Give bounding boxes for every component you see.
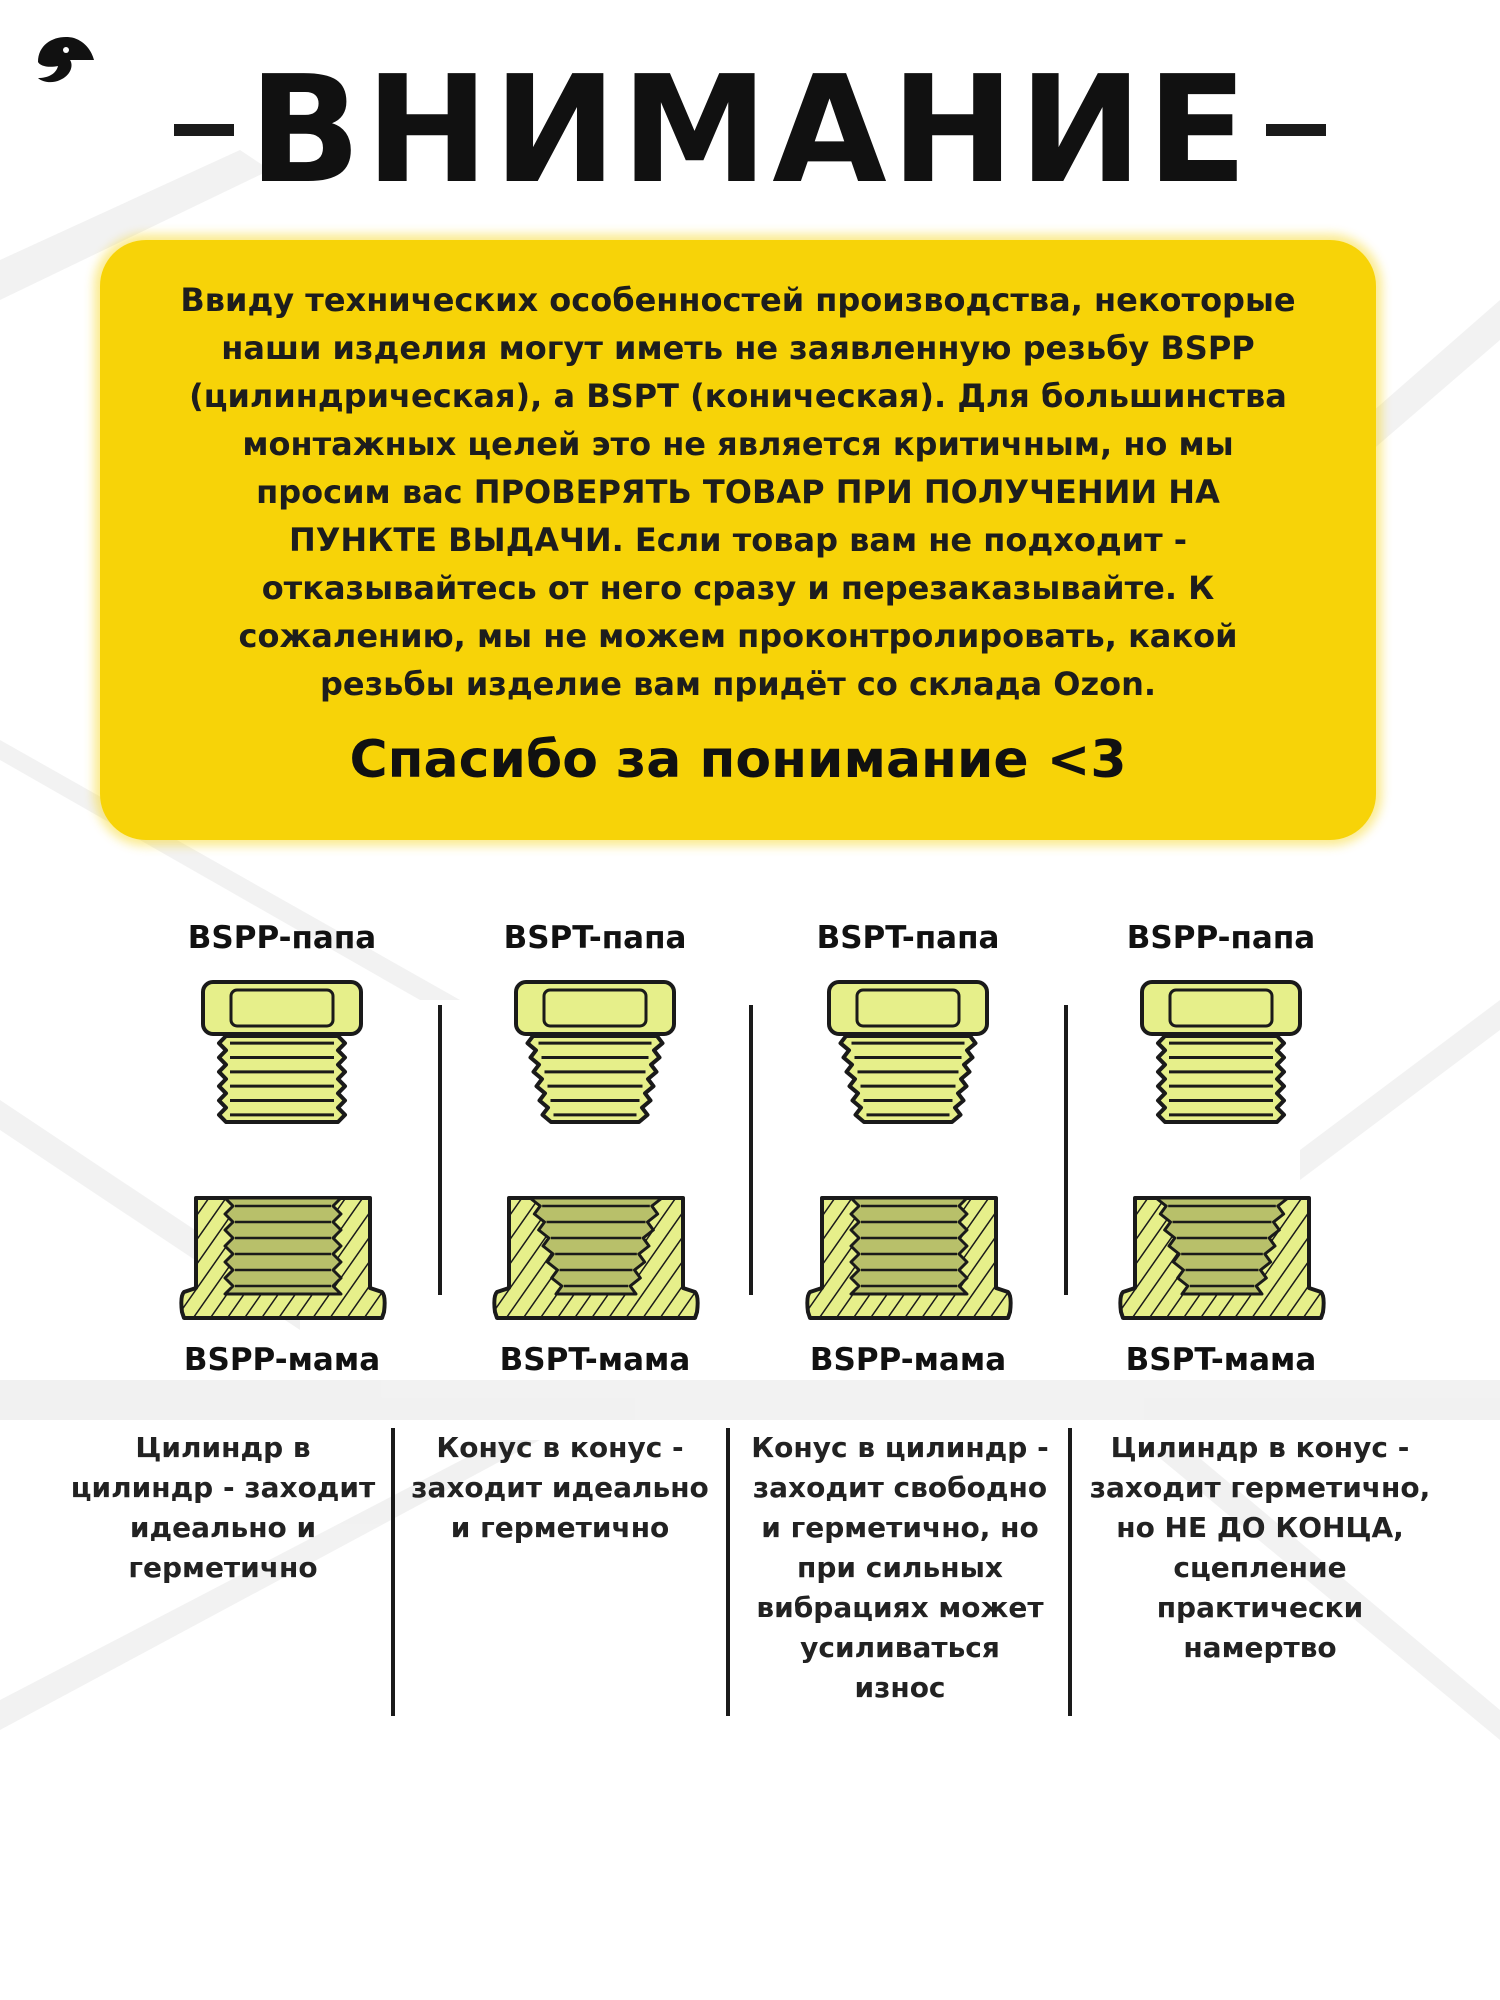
male-label: BSPT-папа [816, 920, 1000, 956]
pair-description: Конус в конус - заходит идеально и герметично [411, 1431, 709, 1544]
female-label: BSPP-мама [183, 1342, 381, 1378]
column-divider [1064, 1005, 1068, 1295]
column-divider [749, 1005, 753, 1295]
column-divider [1068, 1428, 1072, 1716]
column-divider [726, 1428, 730, 1716]
thanks-text: Спасибо за понимание <3 [349, 730, 1127, 790]
hex-plug-icon [1136, 978, 1306, 1128]
threaded-socket-icon [178, 1192, 388, 1322]
right-dash [1266, 124, 1326, 136]
headline [0, 44, 1500, 216]
hex-plug-icon [823, 978, 993, 1128]
left-dash [174, 124, 234, 136]
pair-description: Конус в цилиндр - заходит свободно и герметично, но при сильных вибрациях может усиливаться износ [751, 1431, 1049, 1704]
female-label: BSPP-мама [809, 1342, 1007, 1378]
page-title: ВНИМАНИЕ [248, 44, 1252, 216]
male-label: BSPP-папа [1126, 920, 1316, 956]
female-label: BSPT-мама [1125, 1342, 1317, 1378]
threaded-socket-icon [804, 1192, 1014, 1322]
notice-text: Ввиду технических особенностей производства, некоторые наши изделия могут иметь не заявленную резьбу BSPP (цилиндрическая), а BSPT (коническая). Для большинства монтажных целей это не является критичным, но мы просим вас ПРОВЕРЯТЬ ТОВАР ПРИ ПОЛУЧЕНИИ НА ПУНКТЕ ВЫДАЧИ. Если товар вам не подходит - отказывайтесь от него сразу и перезаказывайте. К сожалению, мы не можем проконтролировать, какой резьбы изделие вам придёт со склада Ozon. [180, 281, 1296, 703]
hex-plug-icon [510, 978, 680, 1128]
pair-description: Цилиндр в конус - заходит герметично, но НЕ ДО КОНЦА, сцепление практически намертво [1089, 1431, 1431, 1664]
male-label: BSPT-папа [503, 920, 687, 956]
hex-plug-icon [197, 978, 367, 1128]
column-divider [391, 1428, 395, 1716]
column-divider [438, 1005, 442, 1295]
female-label: BSPT-мама [499, 1342, 691, 1378]
threaded-socket-icon [491, 1192, 701, 1322]
threaded-socket-icon [1117, 1192, 1327, 1322]
pair-description: Цилиндр в цилиндр - заходит идеально и герметично [70, 1431, 376, 1584]
male-label: BSPP-папа [187, 920, 377, 956]
notice-card [100, 240, 1376, 840]
